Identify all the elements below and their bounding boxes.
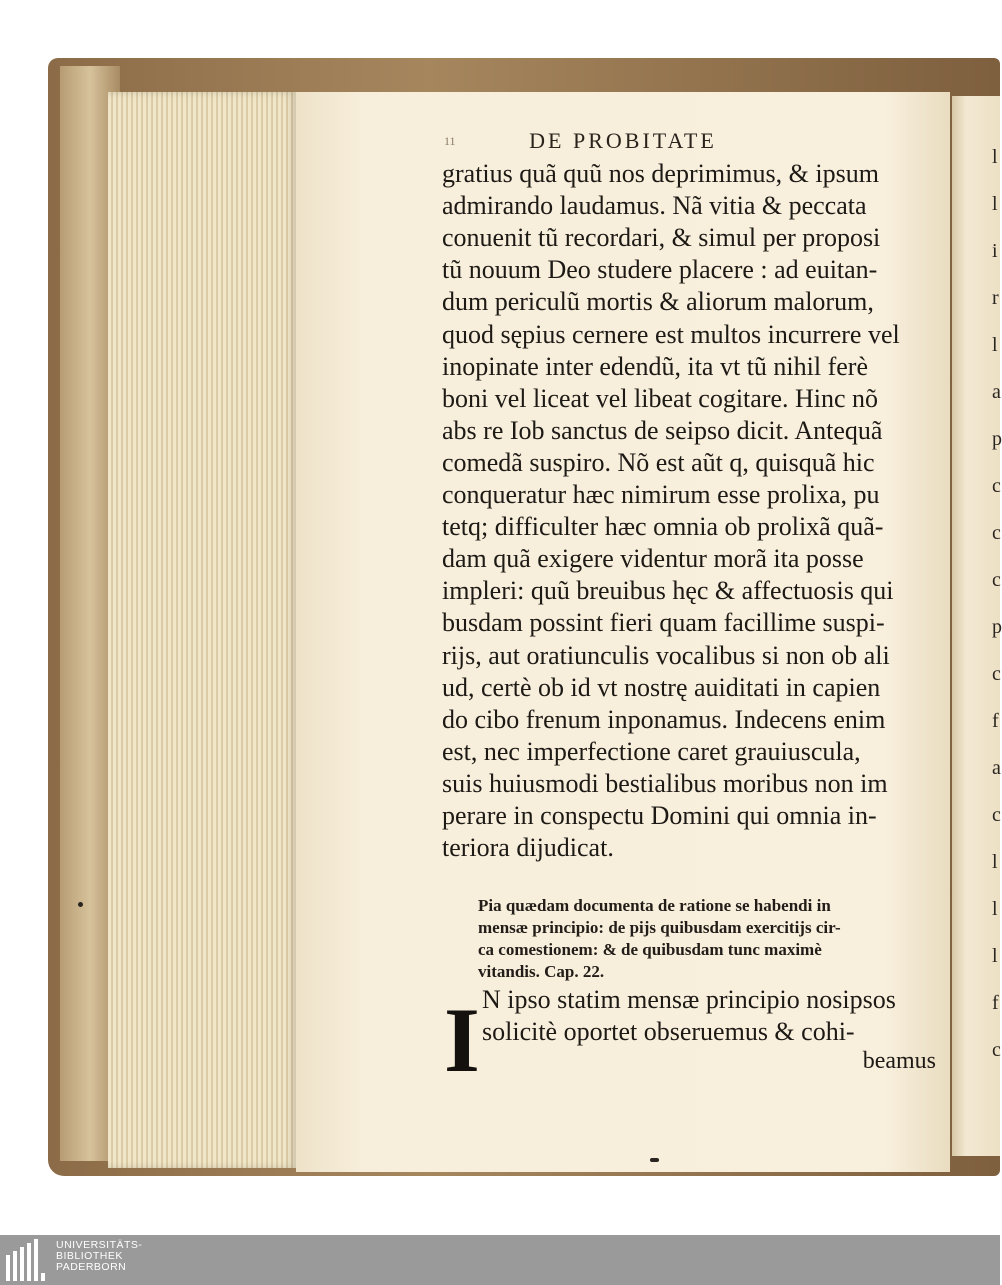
library-footer — [0, 1235, 1000, 1285]
body-line: impleri: quũ breuibus hęc & affectuosis qui — [442, 576, 894, 606]
facing-page-letter: c — [992, 522, 1001, 544]
facing-page-letter: r — [992, 287, 999, 309]
facing-page-letter: l — [992, 193, 998, 215]
body-line: comedã suspiro. Nõ est aũt q, quisquã hic — [442, 447, 875, 477]
body-line: tetq; difficulter hæc omnia ob prolixã quã- — [442, 512, 884, 542]
signature-mark — [650, 1158, 659, 1162]
facing-page-letter: l — [992, 146, 998, 168]
chapter-opening-line: solicitè oportet obseruemus & cohi- — [482, 1017, 855, 1046]
facing-page-letter: c — [992, 1039, 1001, 1061]
chapter-heading-line: mensæ principio: de pijs quibusdam exercitijs cir- — [478, 918, 841, 937]
body-line: conqueratur hæc nimirum esse prolixa, pu — [442, 480, 880, 509]
body-line: admirando laudamus. Nã vitia & peccata — [442, 191, 867, 221]
body-line: gratius quã quũ nos deprimimus, & ipsum — [442, 159, 879, 188]
library-name-line-3: PADERBORN — [56, 1261, 127, 1273]
body-line: inopinate inter edendũ, ita vt tũ nihil ferè — [442, 351, 868, 381]
facing-page-letter: c — [992, 663, 1001, 685]
chapter-heading-line: vitandis. Cap. 22. — [478, 962, 605, 981]
facing-page-letter: f — [992, 992, 999, 1014]
facing-page-letter: l — [992, 898, 998, 920]
facing-page-fragment — [952, 96, 1000, 1156]
facing-page-letter: p — [992, 428, 1002, 450]
library-bars-logo-icon — [4, 1239, 46, 1281]
library-name-line-2: BIBLIOTHEK — [56, 1250, 123, 1262]
facing-page-letter: c — [992, 569, 1001, 591]
facing-page-letter: a — [992, 757, 1001, 779]
body-line: tũ nouum Deo studere placere : ad euitan- — [442, 255, 878, 285]
body-line: suis huiusmodi bestialibus moribus non im — [442, 768, 888, 798]
body-line: dum periculũ mortis & aliorum malorum, — [442, 287, 874, 317]
body-line: est, nec imperfectione caret grauiuscula, — [442, 736, 861, 766]
facing-page-letter: f — [992, 710, 999, 732]
body-line: rijs, aut oratiunculis vocalibus si non ob ali — [442, 640, 890, 670]
catchword: beamus — [862, 1048, 936, 1074]
body-line: perare in conspectu Domini qui omnia in- — [442, 801, 877, 830]
cover-mark — [78, 902, 83, 907]
body-line: busdam possint fieri quam facillime suspi- — [442, 608, 885, 638]
body-line: abs re Iob sanctus de seipso dicit. Antequã — [442, 415, 883, 445]
running-head: DE PROBITATE — [529, 128, 717, 153]
facing-page-letter: a — [992, 381, 1001, 403]
facing-page-letter: l — [992, 851, 998, 873]
facing-page-letter: i — [992, 240, 998, 262]
library-name-line-1: UNIVERSITÄTS- — [56, 1239, 143, 1251]
body-line: boni vel liceat vel libeat cogitare. Hinc nõ — [442, 383, 879, 413]
facing-page-letter: p — [992, 616, 1002, 638]
chapter-heading-line: ca comestionem: & de quibusdam tunc maximè — [478, 940, 822, 959]
body-line: conuenit tũ recordari, & simul per proposi — [442, 223, 881, 253]
chapter-heading-line: Pia quædam documenta de ratione se habendi in — [478, 896, 831, 915]
body-line: teriora dijudicat. — [442, 833, 614, 863]
body-line: do cibo frenum inponamus. Indecens enim — [442, 704, 886, 734]
drop-initial: I — [444, 989, 480, 1091]
page-mark: 11 — [444, 134, 456, 148]
body-line: dam quã exigere videntur morã ita posse — [442, 544, 864, 574]
body-line: ud, certè ob id vt nostrę auiditati in capien — [442, 672, 881, 702]
facing-page-letter: l — [992, 334, 998, 356]
facing-page-letter: c — [992, 804, 1001, 826]
book-page — [296, 92, 950, 1172]
facing-page-letter: l — [992, 945, 998, 967]
body-line: quod sępius cernere est multos incurrere vel — [442, 319, 900, 349]
page-edges — [108, 92, 298, 1168]
facing-page-letter: c — [992, 475, 1001, 497]
chapter-opening-line: N ipso statim mensæ principio nosipsos — [482, 985, 896, 1014]
